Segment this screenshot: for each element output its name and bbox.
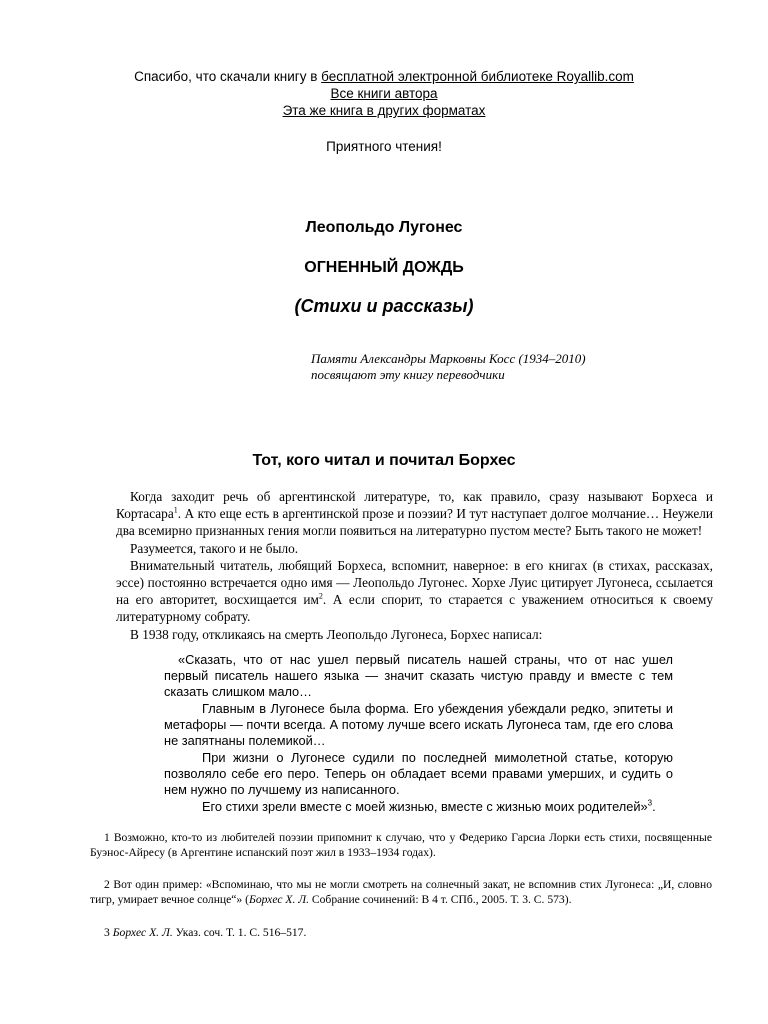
paragraph-3: [116, 557, 713, 626]
paragraph-4: В 1938 году, откликаясь на смерть Леопольдо Лугонеса, Борхес написал:: [130, 626, 543, 642]
paragraph-1-text-b: . А кто еще есть в аргентинской прозе и поэзии? И тут наступает долгое молчание… Неужели два всемирно признанных гения могли появиться на литературно пустом месте? Быть такого не может!: [116, 506, 713, 539]
chapter-body: [116, 488, 713, 815]
enjoy-reading-text: Приятного чтения!: [326, 139, 442, 154]
dedication-line-1: Памяти Александры Марковны Косс (1934–2010): [311, 351, 586, 366]
footnote-2-author: Борхес Х. Л.: [248, 892, 309, 906]
footnote-ref-2[interactable]: 2: [318, 591, 323, 601]
paragraph-3-text-a: Внимательный читатель, любящий Борхеса, вспомнит, наверное: в его книгах (в стихах, рассказах, эссе) постоянно встречается одно имя — Леопольдо Лугонес. Хорхе Луис цитирует Лугонеса, ссылается на его авторитет, восхищается им: [116, 557, 713, 608]
footnote-2-text-b: Собрание сочинений: В 4 т. СПб., 2005. Т. 3. С. 573).: [309, 892, 572, 906]
footnotes: [90, 830, 712, 940]
paragraph-1: [116, 488, 713, 540]
footnote-ref-1[interactable]: 1: [173, 505, 178, 515]
library-link[interactable]: бесплатной электронной библиотеке Royallib.com: [321, 69, 634, 84]
footnote-3-author: Борхес Х. Л.: [112, 926, 173, 940]
footnote-2-text-a: 2 Вот один пример: «Вспоминаю, что мы не могли смотреть на солнечный закат, не вспомнив стих Лугонеса: „И, словно тигр, умирает вечное солнце“» (: [90, 877, 712, 906]
paragraph-1-text-a: Когда заходит речь об аргентинской литературе, то, как правило, сразу называют Борхеса и Кортасара: [116, 489, 713, 522]
other-formats-line: [0, 102, 768, 119]
dedication: [311, 351, 586, 383]
footnote-1: 1 Возможно, кто-то из любителей поэзии припомнит к случаю, что у Федерико Гарсиа Лорки есть стихи, посвященные Буэнос-Айресу (в Аргентине испанский поэт жил в 1933–1934 годах).: [90, 831, 712, 860]
quote-paragraph-4: [164, 799, 673, 815]
all-books-link[interactable]: Все книги автора: [330, 86, 438, 101]
borges-quote: [164, 652, 673, 815]
quote-paragraph-3: При жизни о Лугонесе судили по последней мимолетной статье, которую позволяло себе его перо. Теперь он обладает всеми правами умерших, и судить о нем нужно по лучшему из написанного.: [164, 749, 673, 798]
quote-paragraph-4-text: Его стихи зрели вместе с моей жизнью, вместе с жизнью моих родителей»: [202, 798, 648, 814]
footnote-3: [90, 925, 712, 940]
book-subtitle: (Стихи и рассказы): [294, 296, 474, 316]
quote-paragraph-4-end: .: [652, 798, 656, 814]
paragraph-3-text-b: . А если спорит, то старается с уважением относиться к своему литературному собрату.: [116, 592, 713, 625]
quote-paragraph-2: Главным в Лугонесе была форма. Его убеждения убеждали редко, эпитеты и метафоры — почти всегда. А потому лучше всего искать Лугонеса там, где его слова не запятнаны полемикой…: [164, 700, 673, 749]
chapter-heading: Тот, кого читал и почитал Борхес: [252, 452, 516, 469]
thanks-text: Спасибо, что скачали книгу в: [134, 69, 322, 84]
paragraph-2: Разумеется, такого и не было.: [130, 540, 299, 556]
footnote-ref-3[interactable]: 3: [647, 798, 653, 808]
footnote-2: [90, 877, 712, 908]
all-books-line: [0, 85, 768, 102]
download-header: [0, 68, 768, 155]
book-author: Леопольдо Лугонес: [305, 219, 463, 236]
dedication-line-2: посвящают эту книгу переводчики: [311, 367, 505, 382]
thanks-line: [0, 68, 768, 85]
footnote-3-text-b: Указ. соч. Т. 1. С. 516–517.: [172, 926, 307, 940]
footnote-3-text-a: 3: [104, 926, 113, 940]
book-title: ОГНЕННЫЙ ДОЖДЬ: [304, 259, 464, 276]
title-block: [0, 219, 768, 317]
quote-paragraph-1: «Сказать, что от нас ушел первый писатель нашей страны, что от нас ушел первый писатель нашего языка — значит сказать чистую правду и вместе с тем сказать слишком мало…: [164, 651, 673, 700]
other-formats-link[interactable]: Эта же книга в других форматах: [282, 103, 486, 118]
